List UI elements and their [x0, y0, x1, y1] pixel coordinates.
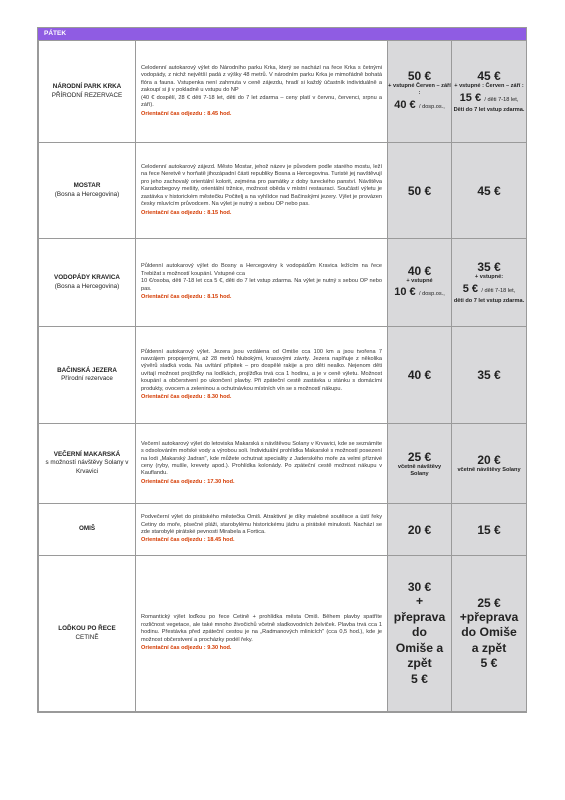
excursion-row — [39, 504, 527, 556]
price-value: 20 € — [407, 522, 432, 537]
price-extra-line: 5 € — [480, 656, 498, 670]
price-child-value: 15 € — [459, 92, 482, 104]
price-child-suffix: / děti 7-18 let, — [484, 97, 519, 103]
day-header: PÁTEK — [38, 28, 526, 40]
price-child — [452, 90, 526, 107]
excursion-description — [136, 327, 388, 424]
departure-time: Orientační čas odjezdu : 8.45 hod. — [141, 110, 232, 117]
description-paragraph: Půldenní autokarový výlet do Bosny a Hercegoviny k vodopádům Kravica ležícím na řece Trebižat s možností koupání. Vstupné cca — [141, 263, 382, 277]
departure-time: Orientační čas odjezdu : 17.30 hod. — [141, 478, 235, 485]
price-extra — [388, 97, 451, 114]
price-adult — [388, 556, 452, 712]
price-note: + vstupné — [406, 277, 433, 284]
excursion-description — [136, 239, 388, 327]
price-value: 45 € — [477, 69, 501, 84]
price-extra-line: + — [415, 594, 424, 608]
excursion-name-cell — [39, 424, 136, 504]
price-child-value: 5 € — [462, 283, 479, 295]
departure-time: Orientační čas odjezdu : 9.30 hod. — [141, 645, 232, 652]
price-child — [452, 504, 527, 556]
excursion-description — [136, 556, 388, 712]
price-child — [452, 556, 527, 712]
excursion-subtitle: (Bosna a Hercegovina) — [54, 282, 120, 290]
price-extra-value: 40 € — [394, 98, 416, 111]
description-paragraph: Večerní autokarový výlet do letoviska Makarská s návštěvou Solany v Krvavici, kde se seznámíte s odsolováním mořské vody a výrobou soli. Individuální prohlídka Makarské s možností posezení na lodi „Makarský Jadran", kde můžete ochutnat speciality z Jaderského moře za velmi příznivé ceny (ryby, mušle, krevety apod.). Prohlídka kolonády. Po zpáteční cestě možnost nákupu v Kauflandu. — [141, 440, 382, 477]
price-value: 20 € — [477, 453, 501, 468]
price-extra-line: 5 € — [411, 671, 428, 686]
price-adult — [388, 504, 452, 556]
price-child — [452, 239, 527, 327]
excursion-row — [39, 41, 527, 143]
excursion-description — [136, 143, 388, 239]
price-adult — [388, 41, 452, 143]
excursion-name: NÁRODNÍ PARK KRKA — [52, 83, 122, 91]
excursion-row — [39, 424, 527, 504]
excursion-name-cell — [39, 327, 136, 424]
price-child — [452, 281, 526, 298]
price-extra-line: a zpět — [471, 640, 507, 655]
excursion-name-cell — [39, 504, 136, 556]
price-value: 15 € — [477, 522, 501, 537]
price-extra-line: zpět — [407, 656, 432, 670]
excursion-subtitle: (Bosna a Hercegovina) — [54, 190, 120, 198]
price-adult — [388, 239, 452, 327]
price-extra-line: do — [412, 625, 427, 639]
price-tail: děti do 7 let vstup zdarma. — [453, 298, 525, 304]
excursion-name-cell — [39, 556, 136, 712]
excursion-name-cell — [39, 239, 136, 327]
excursion-row — [39, 327, 527, 424]
description-paragraph: Půldenní autokarový výlet. Jezera jsou vzdálena od Omiše cca 100 km a jsou tvořena 7 navzájem propojenými, až 28 metrů hlubokými, krasovými závrty. Jezera naplňuje z několika vývěrů sladká voda. Na uvítání přípitek – pro dospělé rakije a pro děti nealko. Nejenom děti uvítají možnost projížďky na lodíkách, projížďka trvá cca 1 hodinu, a je v ceně výletu. Možnost koupání a občerstvení po ukončení plavby. Při zpáteční cestě zastávka u stánku s domácími produkty, ovocem a zeleninou a ochutnávkou místních vín se s možností nákupu. — [141, 348, 382, 392]
price-adult — [388, 424, 452, 504]
price-child-suffix: / děti 7-18 let, — [481, 288, 516, 294]
price-note: + vstupné : Červen – září : — [454, 83, 524, 90]
price-child — [452, 327, 527, 424]
excursion-subtitle: s možností návštěvy Solany v Krvavici — [45, 459, 129, 475]
price-adult — [388, 327, 452, 424]
price-extra-line: do Omiše — [461, 625, 517, 639]
excursion-row — [39, 239, 527, 327]
description-paragraph: 10 €/osoba, děti 7-18 let cca 5 €, děti do 7 let vstup zdarma. Na výlet je nutný s sebou OP nebo pas. — [141, 278, 382, 292]
price-extra-line: +přeprava — [459, 609, 519, 624]
excursion-name: VEČERNÍ MAKARSKÁ — [53, 451, 121, 459]
price-note: včetně návštěvy Solany — [397, 463, 442, 477]
excursion-price-sheet — [37, 27, 527, 713]
excursion-row — [39, 556, 527, 712]
description-paragraph: Podvečerní výlet do pirátského městečka Omiš. Atraktivní je díky malebné soutěsce a ústí řeky Cetiny do moře, písečné pláži, starobylému historickému jádru a pirátské minulosti. Nachází se zde starobylé pirátské pevnosti Mirabela a Fortica. — [141, 514, 382, 535]
price-adult — [388, 143, 452, 239]
excursion-description — [136, 41, 388, 143]
price-value: 50 € — [407, 69, 432, 84]
price-value: 25 € — [477, 595, 501, 610]
price-value: 50 € — [407, 183, 432, 198]
price-value: 30 € — [407, 580, 432, 594]
excursion-description — [136, 424, 388, 504]
price-child — [452, 41, 527, 143]
price-value: 25 € — [407, 449, 432, 464]
price-tail: Děti do 7 let vstup zdarma. — [453, 107, 525, 113]
excursion-name: OMIŠ — [78, 525, 96, 533]
price-child — [452, 424, 527, 504]
excursion-name-cell — [39, 143, 136, 239]
price-note: + vstupné Červen – září : — [388, 83, 451, 96]
departure-time: Orientační čas odjezdu : 8.15 hod. — [141, 209, 232, 216]
description-paragraph: Celodenní autokarový výlet do Národního parku Krka, který se nachází na řece Krka s četnými vodopády, z nichž největší padá z výšky 48 metrů. V národním parku Krka je mimořádně bohatá flóra a fauna. Vstupenka není zahrnuta v ceně zájezdu, hradí si každý účastník individuálně a zakoupí si ji v pokladně u vstupu do NP — [141, 65, 382, 94]
excursion-description — [136, 504, 388, 556]
excursion-name: VODOPÁDY KRAVICA — [54, 274, 120, 282]
excursion-subtitle: PŘÍRODNÍ REZERVACE — [51, 91, 123, 99]
price-note: včetně návštěvy Solany — [457, 467, 521, 474]
excursion-subtitle: CETINĚ — [75, 633, 99, 641]
description-paragraph: (40 € dospělí, 28 € děti 7-18 let, děti do 7 let zdarma – ceny platí v červnu, červenci, srpnu a září). — [141, 94, 382, 109]
price-value: 40 € — [407, 368, 432, 382]
departure-time: Orientační čas odjezdu : 8.15 hod. — [141, 294, 232, 301]
price-extra — [388, 284, 451, 301]
price-child — [452, 143, 527, 239]
description-paragraph: Celodenní autokarový zájezd. Město Mostar, jehož název je původem podle starého mostu, leží na řece Neretvě v horňatě jihozápadní části republiky Bosna a Hercegovina. Turisté jej navštěvují pro jeho zachovalý orientální kolorit, zejména pro památky z doby tureckého panství. Návštěva Karadozbegovy mešity, orientální tržnice, možnost oběda v místní restauraci. Součástí výletu je zastávka v historickém městečku Počitelj a na vyhlídce nad Bačinskými jezery. Výlet je provázen česky mluvícím průvodcem. Na výlet je nutný s sebou OP nebo pas. — [141, 164, 382, 208]
price-extra-suffix: / dosp.os., — [418, 291, 445, 298]
excursion-name-cell — [39, 41, 136, 143]
price-value: 40 € — [407, 263, 432, 278]
price-note: + vstupné: — [474, 274, 504, 281]
price-extra-line: přeprava — [393, 609, 446, 624]
price-value: 35 € — [477, 260, 501, 275]
price-extra-line: Omiše a — [395, 640, 444, 655]
excursion-name: BAČINSKÁ JEZERA — [57, 366, 117, 374]
price-value: 45 € — [477, 183, 501, 198]
excursion-table — [38, 40, 527, 712]
excursion-row — [39, 143, 527, 239]
price-extra-suffix: / dosp.os., — [418, 103, 445, 110]
departure-time: Orientační čas odjezdu : 18.45 hod. — [141, 537, 235, 544]
departure-time: Orientační čas odjezdu : 8.30 hod. — [141, 394, 232, 401]
description-paragraph: Romantický výlet loďkou po řece Cetině + prohlídka města Omiš. Během plavby spatříte rozličnost vegetace, ale také mnoho živočichů včetně sladkovodních želviček. Plavba trvá cca 1 hodinu. Přestávka před zpáteční cestou je na „Radmanových mlinicích" (cca 0,5 hod.), kde je možnost občerstvení a procházky podél řeky. — [141, 614, 382, 643]
excursion-name: LOĎKOU PO ŘECE — [58, 625, 116, 633]
excursion-name: MOSTAR — [73, 182, 101, 190]
excursion-subtitle: Přírodní rezervace — [61, 375, 113, 382]
price-value: 35 € — [477, 368, 501, 382]
price-extra-value: 10 € — [394, 286, 416, 299]
